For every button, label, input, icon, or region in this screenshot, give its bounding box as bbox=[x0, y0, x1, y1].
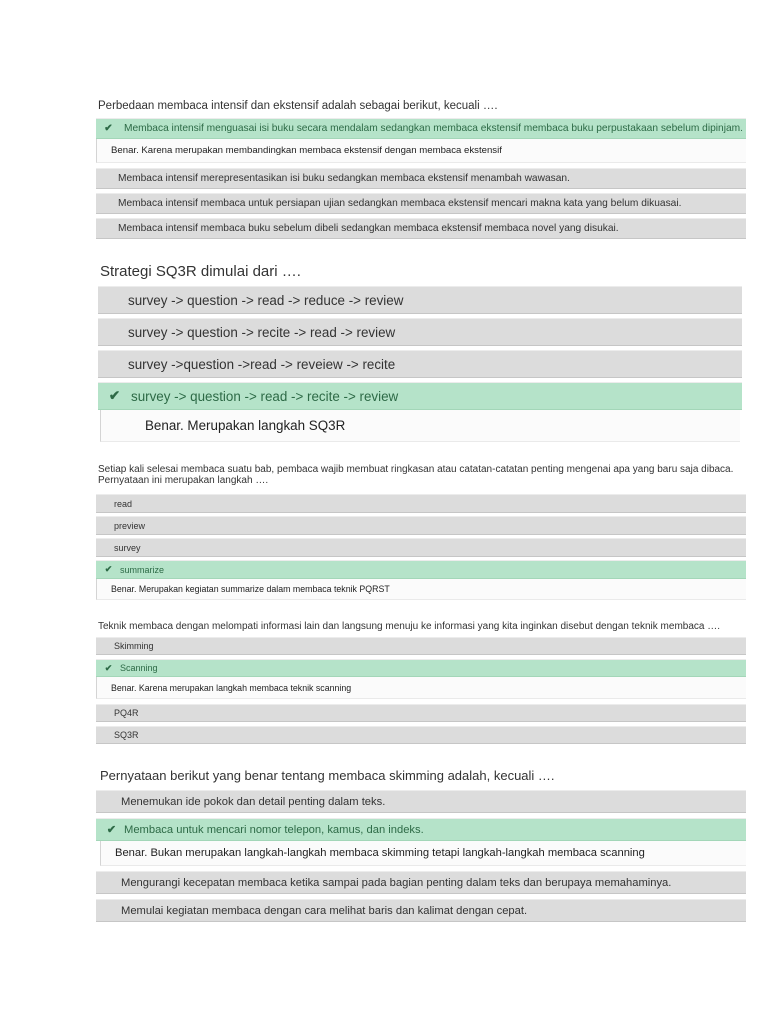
answer-option-correct[interactable] bbox=[96, 560, 746, 579]
question-block-1 bbox=[96, 96, 746, 243]
answer-option-correct[interactable] bbox=[96, 818, 746, 841]
answer-feedback: Benar. Merupakan langkah SQ3R bbox=[100, 410, 740, 442]
question-text bbox=[96, 462, 746, 494]
question-block-3 bbox=[96, 462, 746, 600]
question-text: Pernyataan berikut yang benar tentang membaca skimming adalah, kecuali …. bbox=[100, 767, 555, 783]
option-label: survey -> question -> read -> reduce -> review bbox=[128, 292, 404, 308]
option-label: Memulai kegiatan membaca dengan cara melihat baris dan kalimat dengan cepat. bbox=[121, 904, 528, 917]
answer-option[interactable] bbox=[96, 871, 746, 894]
question-line: Pernyataan ini merupakan langkah …. bbox=[98, 475, 269, 486]
check-icon: ✔ bbox=[104, 662, 113, 673]
option-label: preview bbox=[114, 520, 146, 531]
option-label: Mengurangi kecepatan membaca ketika sampai pada bagian penting dalam teks dan berupaya memahaminya. bbox=[121, 876, 672, 889]
answer-feedback: Benar. Karena merupakan membandingkan membaca ekstensif dengan membaca ekstensif bbox=[96, 139, 746, 163]
option-label: PQ4R bbox=[114, 708, 139, 718]
check-icon: ✔ bbox=[108, 388, 121, 403]
option-label: summarize bbox=[120, 564, 165, 575]
option-label: survey ->question ->read -> reveiew -> recite bbox=[128, 356, 396, 372]
option-label: read bbox=[114, 498, 133, 509]
check-icon: ✔ bbox=[104, 123, 113, 134]
check-icon: ✔ bbox=[104, 564, 113, 574]
answer-option[interactable] bbox=[96, 704, 746, 722]
answer-option[interactable] bbox=[96, 637, 746, 655]
answer-option-correct[interactable] bbox=[98, 382, 742, 410]
answer-feedback: Benar. Bukan merupakan langkah-langkah membaca skimming tetapi langkah-langkah membaca scanning bbox=[100, 841, 746, 866]
answer-option[interactable] bbox=[96, 790, 746, 813]
option-label: Scanning bbox=[120, 663, 158, 673]
answer-option[interactable] bbox=[96, 899, 746, 922]
question-block-2 bbox=[96, 258, 746, 442]
answer-option[interactable] bbox=[96, 516, 746, 535]
answer-feedback: Benar. Merupakan kegiatan summarize dalam membaca teknik PQRST bbox=[96, 579, 746, 600]
option-label: Membaca intensif merepresentasikan isi buku sedangkan membaca ekstensif menambah wawasan. bbox=[118, 173, 570, 184]
option-label: Skimming bbox=[114, 641, 154, 651]
question-line: Setiap kali selesai membaca suatu bab, pembaca wajib membuat ringkasan atau catatan-catatan penting mengenai apa yang baru saja dibaca. bbox=[98, 464, 734, 475]
answer-option[interactable] bbox=[96, 193, 746, 214]
answer-option[interactable] bbox=[96, 538, 746, 557]
question-text: Strategi SQ3R dimulai dari …. bbox=[100, 263, 301, 281]
answer-option[interactable] bbox=[96, 726, 746, 744]
question-text: Teknik membaca dengan melompati informasi lain dan langsung menuju ke informasi yang kita inginkan disebut dengan teknik membaca …. bbox=[98, 620, 721, 632]
question-text: Perbedaan membaca intensif dan ekstensif adalah sebagai berikut, kecuali …. bbox=[98, 100, 498, 113]
answer-feedback: Benar. Karena merupakan langkah membaca teknik scanning bbox=[96, 677, 746, 699]
answer-option[interactable] bbox=[98, 350, 742, 378]
option-label: Membaca intensif membaca buku sebelum dibeli sedangkan membaca ekstensif membaca novel yang disukai. bbox=[118, 223, 619, 234]
option-label: Menemukan ide pokok dan detail penting dalam teks. bbox=[121, 795, 386, 808]
option-label: survey bbox=[114, 542, 141, 553]
option-label: Membaca intensif membaca untuk persiapan ujian sedangkan membaca ekstensif mencari makna kata yang belum dikuasai. bbox=[118, 198, 682, 209]
option-label: Membaca intensif menguasai isi buku secara mendalam sedangkan membaca ekstensif membaca buku perpustakaan sebelum dipinjam. bbox=[124, 123, 743, 134]
option-label: survey -> question -> read -> recite -> review bbox=[131, 388, 399, 404]
answer-option[interactable] bbox=[96, 218, 746, 239]
answer-option[interactable] bbox=[98, 286, 742, 314]
answer-option-correct[interactable] bbox=[96, 118, 746, 139]
question-block-5 bbox=[96, 762, 746, 927]
answer-option-correct[interactable] bbox=[96, 659, 746, 677]
answer-option[interactable] bbox=[96, 494, 746, 513]
answer-option[interactable] bbox=[98, 318, 742, 346]
question-block-4 bbox=[96, 616, 746, 748]
check-icon: ✔ bbox=[106, 824, 117, 836]
answer-option[interactable] bbox=[96, 168, 746, 189]
option-label: Membaca untuk mencari nomor telepon, kamus, dan indeks. bbox=[124, 823, 424, 836]
option-label: survey -> question -> recite -> read -> review bbox=[128, 324, 396, 340]
option-label: SQ3R bbox=[114, 730, 139, 740]
